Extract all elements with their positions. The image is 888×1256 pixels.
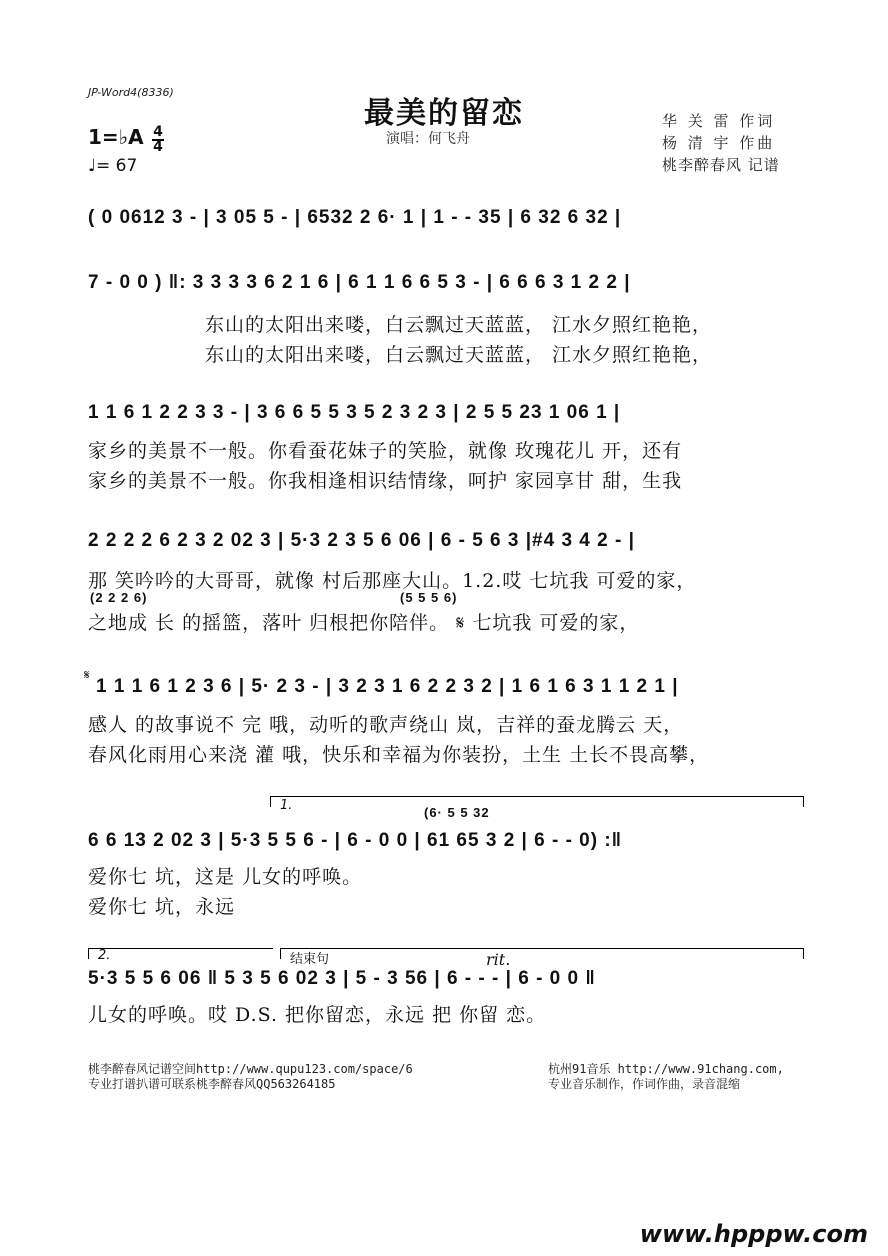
score-line-4-notes: 2 2 2 2 6 2 3 2 02 3 | 5·3 2 3 5 6 06 | 6 - 5 6 3 |#4 3 4 2 - | [88, 530, 635, 551]
score-line-6-notes: 6 6 13 2 02 3 | 5·3 5 5 6 - | 6 - 0 0 | 61 65 3 2 | 6 - - 0) :‖ [88, 830, 623, 851]
ritardando-mark: rit. [486, 950, 511, 969]
ending-label: 结束句 [290, 952, 330, 967]
lyricist-credit: 华 关 雷 作词 [662, 112, 776, 130]
score-line-2-notes: 7 - 0 0 ) ‖: 3 3 3 3 6 2 1 6 | 6 1 1 6 6 5 3 - | 6 6 6 3 1 2 2 | [88, 272, 631, 293]
score-line-7-lyric-1: 儿女的呼唤。哎 D.S. 把你留恋，永远 把 你留 恋。 [88, 1004, 547, 1026]
volta-1-label: 1. [280, 798, 293, 813]
time-signature-top: 4 [153, 124, 163, 140]
score-line-7-notes: 5·3 5 5 6 06 ‖ 5 3 5 6 02 3 | 5 - 3 56 | 6 - - - | 6 - 0 0 ‖ [88, 968, 596, 989]
score-line-4-subnotes-1: (2 2 2 6) [90, 590, 148, 605]
song-title: 最美的留恋 [364, 96, 524, 131]
score-line-6-subnotes: (6· 5 5 32 [424, 805, 490, 820]
segno-mark: 𝄋 [84, 668, 90, 683]
score-line-6-lyric-2: 爱你七 坑，永远 [88, 896, 236, 918]
key-signature: 1=♭A [88, 125, 144, 149]
score-line-4-lyric-1: 那 笑吟吟的大哥哥，就像 村后那座大山。1.2.哎 七坑我 可爱的家， [88, 570, 697, 592]
score-line-5-lyric-2: 春风化雨用心来浇 灌 哦，快乐和幸福为你装扮，土生 土长不畏高攀， [88, 744, 710, 766]
score-line-2-lyric-1: 东山的太阳出来喽，白云飘过天蓝蓝， 江水夕照红艳艳， [205, 314, 713, 336]
score-line-4-subnotes-2: (5 5 5 6) [400, 590, 458, 605]
volta-2-bracket [88, 948, 273, 959]
footer-left-line-1: 桃李醉春风记谱空间http://www.qupu123.com/space/6 [88, 1062, 413, 1076]
footer-left-line-2: 专业打谱扒谱可联系桃李醉春风QQ563264185 [88, 1077, 336, 1091]
score-line-3-notes: 1 1 6 1 2 2 3 3 - | 3 6 6 5 5 3 5 2 3 2 3 | 2 5 5 23 1 06 1 | [88, 402, 621, 423]
volta-2-label: 2. [98, 948, 111, 963]
time-signature [152, 126, 164, 154]
footer-right-line-1: 杭州91音乐 http://www.91chang.com, [548, 1062, 784, 1076]
score-line-6-lyric-1: 爱你七 坑，这是 儿女的呼唤。 [88, 866, 363, 888]
score-line-4-lyric-2: 之地成 长 的摇篮，落叶 归根把你陪伴。 𝄋 七坑我 可爱的家， [88, 612, 640, 634]
source-tag: JP-Word4(8336) [88, 86, 174, 99]
score-line-1-notes: ( 0 0612 3 - | 3 05 5 - | 6532 2 6· 1 | 1 - - 35 | 6 32 6 32 | [88, 207, 622, 228]
transcriber-credit: 桃李醉春风 记谱 [662, 156, 780, 174]
singer: 演唱：何飞舟 [386, 131, 470, 147]
tempo-marking: ♩= 67 [88, 156, 138, 176]
time-signature-bottom: 4 [153, 139, 163, 155]
volta-1-bracket [270, 796, 804, 807]
score-line-3-lyric-2: 家乡的美景不一般。你我相逢相识结情缘，呵护 家园享甘 甜，生我 [88, 470, 683, 492]
score-line-5-notes: 1 1 1 6 1 2 3 6 | 5· 2 3 - | 3 2 3 1 6 2 2 3 2 | 1 6 1 6 3 1 1 2 1 | [96, 676, 679, 697]
composer-credit: 杨 清 宇 作曲 [662, 134, 776, 152]
score-line-5-lyric-1: 感人 的故事说不 完 哦，动听的歌声绕山 岚，吉祥的蚕龙腾云 天， [88, 714, 684, 736]
footer-right-line-2: 专业音乐制作，作词作曲，录音混缩 [548, 1077, 741, 1091]
ending-bracket [280, 948, 804, 959]
score-line-3-lyric-1: 家乡的美景不一般。你看蚕花妹子的笑脸，就像 玫瑰花儿 开，还有 [88, 440, 683, 462]
watermark: www.hpppw.com [639, 1220, 868, 1248]
score-line-2-lyric-2: 东山的太阳出来喽，白云飘过天蓝蓝， 江水夕照红艳艳， [205, 344, 713, 366]
